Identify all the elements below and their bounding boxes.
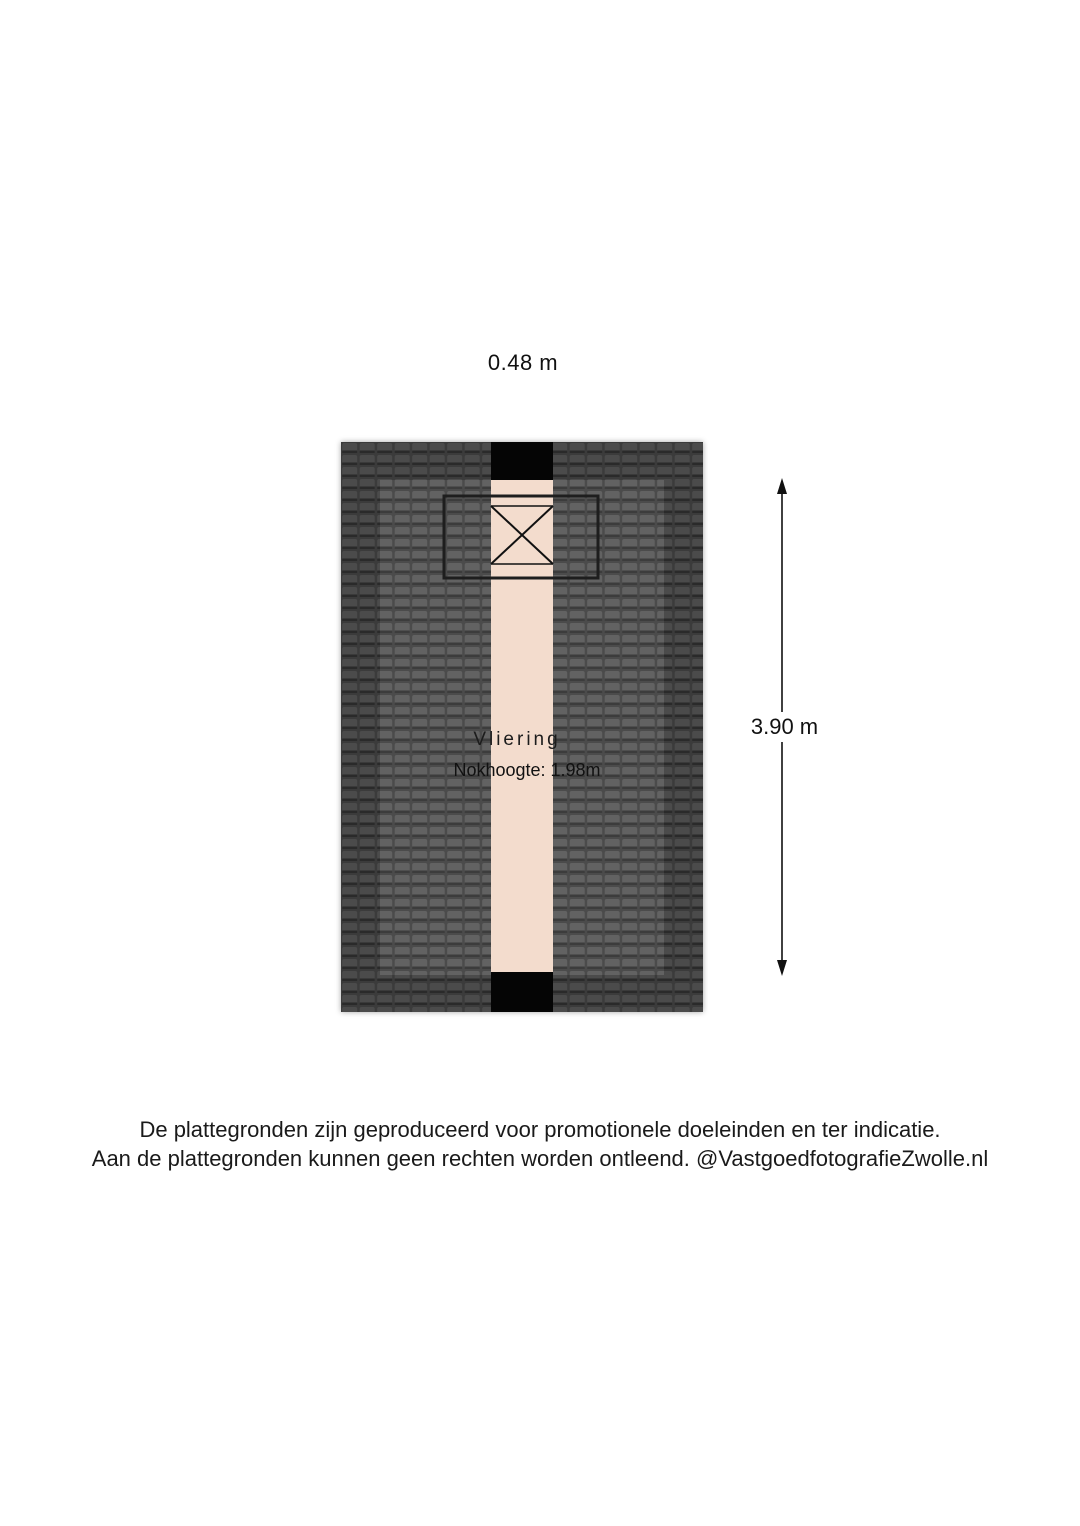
room-name: Vliering bbox=[473, 729, 561, 750]
beam-bottom bbox=[491, 972, 553, 1012]
dimension-height-label: 3.90 m bbox=[737, 712, 832, 742]
room-ridge-height: Nokhoogte: 1.98m bbox=[453, 760, 601, 780]
dimension-width-label: 0.48 m bbox=[487, 350, 559, 375]
disclaimer-line-2: Aan de plattegronden kunnen geen rechten worden ontleend. @VastgoedfotografieZwolle.nl bbox=[91, 1146, 989, 1171]
beam-top bbox=[491, 442, 553, 480]
disclaimer-line-1: De plattegronden zijn geproduceerd voor promotionele doeleinden en ter indicatie. bbox=[139, 1117, 941, 1142]
